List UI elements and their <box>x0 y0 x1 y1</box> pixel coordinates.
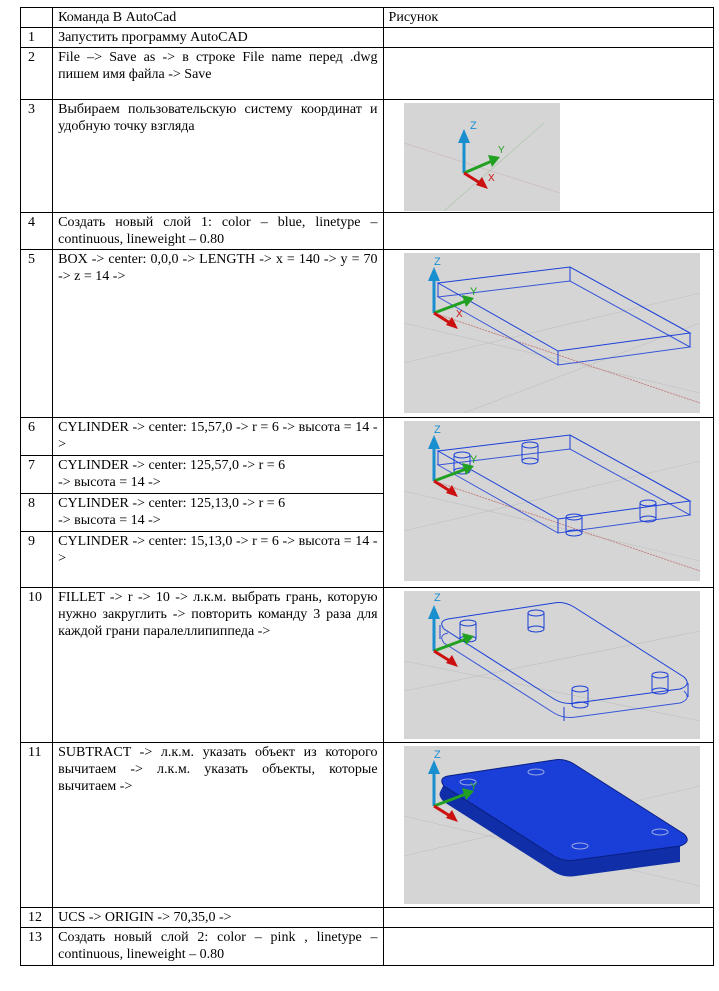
row-command <box>53 494 383 532</box>
cylinders-viewport-image <box>404 421 700 581</box>
row-figure <box>383 908 713 928</box>
y-axis-label: Y <box>469 781 477 793</box>
figure-subtract <box>383 743 713 908</box>
ucs-viewport-image <box>404 103 560 211</box>
row-command: FILLET -> r -> 10 -> л.к.м. выбрать грань, которую нужно закруглить -> повторить команду 3 раза для каждой грани паралеллипиппеда -> <box>53 588 383 743</box>
header-num <box>21 8 53 28</box>
figure-cylinders <box>383 418 713 588</box>
x-axis-label: X <box>455 309 463 320</box>
fillet-viewport-image <box>404 591 700 739</box>
table-row <box>21 418 714 456</box>
table-row <box>21 28 714 48</box>
row-command: SUBTRACT -> л.к.м. указать объект из которого вычитаем -> л.к.м. указать объекты, которые вычитаем -> <box>53 743 383 908</box>
table-row <box>21 100 714 213</box>
row-command-text: CYLINDER -> center: 125,13,0 -> r = 6 -> высота = 14 -> <box>58 496 286 528</box>
row-command: CYLINDER -> center: 15,57,0 -> r = 6 -> высота = 14 -> <box>53 418 383 456</box>
row-figure <box>383 928 713 966</box>
row-num: 12 <box>21 908 53 928</box>
row-num: 2 <box>21 48 53 100</box>
figure-box <box>383 250 713 418</box>
row-command: Создать новый слой 1: color – blue, linetype – continuous, lineweight – 0.80 <box>53 213 383 250</box>
subtract-viewport-image <box>404 746 700 904</box>
table-row <box>21 908 714 928</box>
table-header-row <box>21 8 714 28</box>
row-figure <box>383 48 713 100</box>
z-axis-label: Z <box>433 592 441 604</box>
table-row <box>21 588 714 743</box>
z-axis-label: Z <box>469 120 477 132</box>
row-num: 13 <box>21 928 53 966</box>
steps-table <box>20 7 714 966</box>
row-command: Создать новый слой 2: color – pink , linetype – continuous, lineweight – 0.80 <box>53 928 383 966</box>
table-row <box>21 928 714 966</box>
row-command-text: CYLINDER -> center: 125,57,0 -> r = 6 -> высота = 14 -> <box>58 458 286 490</box>
x-axis-label: X <box>487 173 495 184</box>
header-command: Команда В AutoCad <box>53 8 383 28</box>
y-axis-label: Y <box>469 454 477 466</box>
z-axis-label: Z <box>433 749 441 761</box>
row-num: 6 <box>21 418 53 456</box>
box-viewport-image <box>404 253 700 413</box>
row-num: 9 <box>21 532 53 588</box>
row-command: CYLINDER -> center: 15,13,0 -> r = 6 -> высота = 14 -> <box>53 532 383 588</box>
figure-fillet <box>383 588 713 743</box>
table-row <box>21 213 714 250</box>
row-command: File –> Save as -> в строке File name перед .dwg пишем имя файла -> Save <box>53 48 383 100</box>
table-row <box>21 743 714 908</box>
z-axis-label: Z <box>433 256 441 268</box>
figure-ucs <box>383 100 713 213</box>
table-row <box>21 250 714 418</box>
row-num: 8 <box>21 494 53 532</box>
row-num: 10 <box>21 588 53 743</box>
z-axis-label: Z <box>433 424 441 436</box>
row-num: 1 <box>21 28 53 48</box>
row-num: 4 <box>21 213 53 250</box>
y-axis-label: Y <box>497 145 505 156</box>
row-num: 11 <box>21 743 53 908</box>
row-num: 7 <box>21 456 53 494</box>
row-command: UCS -> ORIGIN -> 70,35,0 -> <box>53 908 383 928</box>
row-num: 5 <box>21 250 53 418</box>
row-figure <box>383 28 713 48</box>
row-command <box>53 456 383 494</box>
header-figure: Рисунок <box>383 8 713 28</box>
row-command: BOX -> center: 0,0,0 -> LENGTH -> x = 140 -> y = 70 -> z = 14 -> <box>53 250 383 418</box>
row-command: Запустить программу AutoCAD <box>53 28 383 48</box>
y-axis-label: Y <box>469 286 477 298</box>
table-row <box>21 48 714 100</box>
row-figure <box>383 213 713 250</box>
row-command: Выбираем пользовательскую систему координат и удобную точку взгляда <box>53 100 383 213</box>
row-num: 3 <box>21 100 53 213</box>
